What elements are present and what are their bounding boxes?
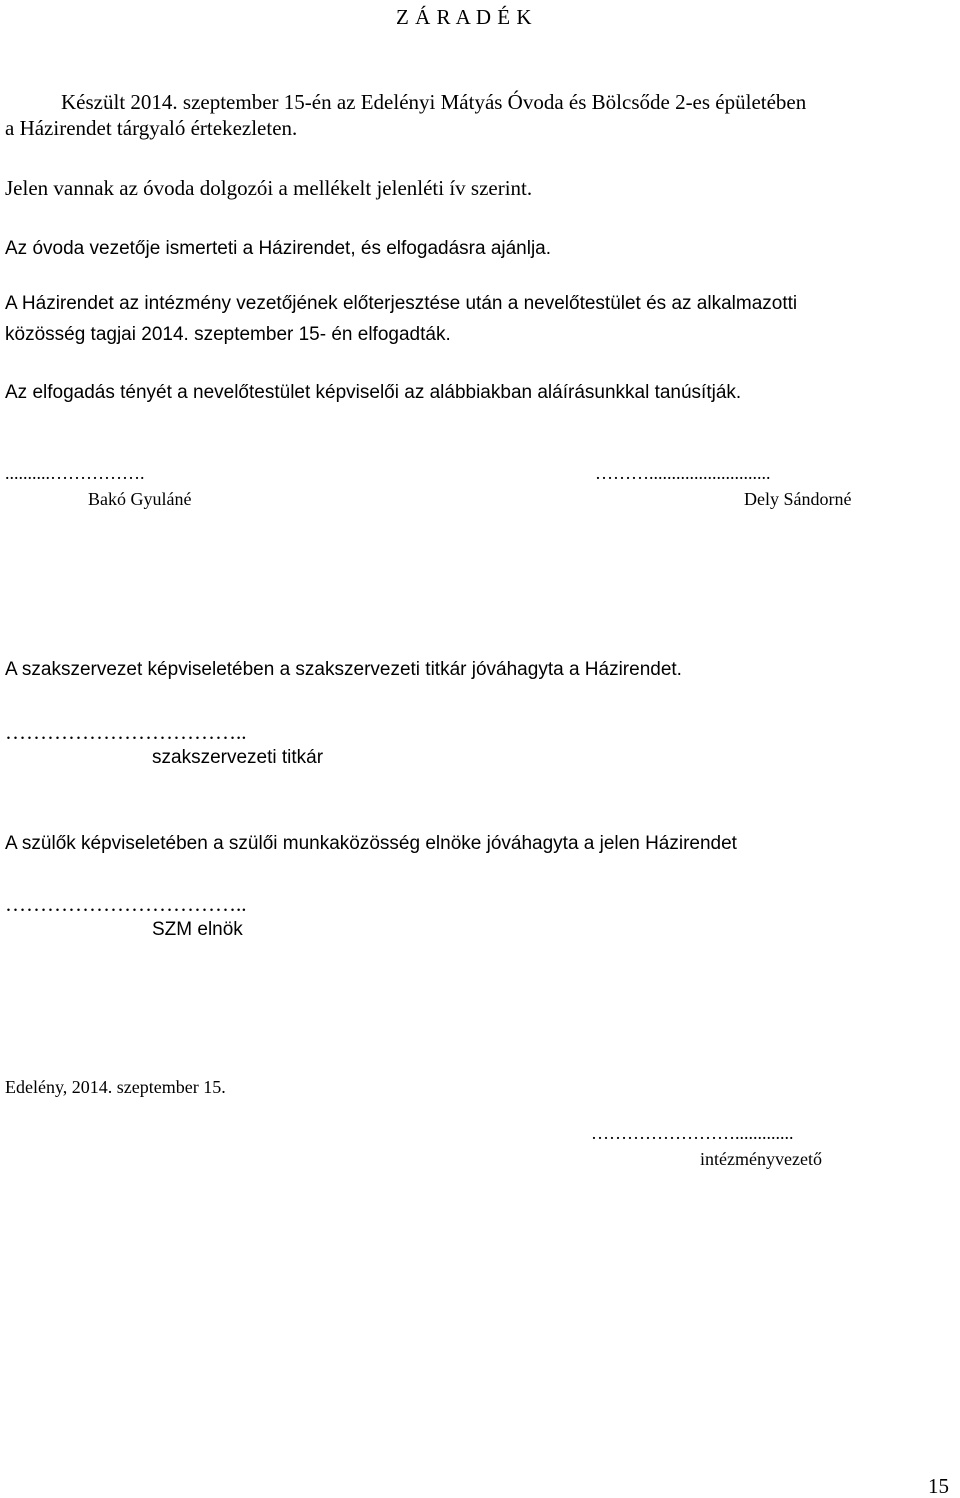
signature-dots-left: ..........……………. bbox=[5, 463, 145, 483]
accept-line-1: A Házirendet az intézmény vezetőjének előterjesztése után a nevelőtestület és az alkalmazotti bbox=[5, 293, 798, 314]
parents-role-label: SZM elnök bbox=[152, 919, 243, 940]
leader-line: Az óvoda vezetője ismerteti a Házirendet, és elfogadásra ajánlja. bbox=[5, 238, 552, 259]
page-title: Z Á R A D É K bbox=[396, 5, 533, 29]
present-line: Jelen vannak az óvoda dolgozói a mellékelt jelenléti ív szerint. bbox=[5, 176, 533, 200]
head-role-label: intézményvezető bbox=[700, 1149, 822, 1169]
parents-signature-dots: …………………………….. bbox=[5, 892, 247, 916]
intro-line-1: Készült 2014. szeptember 15-én az Edelényi Mátyás Óvoda és Bölcsőde 2-es épületében bbox=[61, 90, 807, 114]
page-number: 15 bbox=[928, 1474, 949, 1498]
certify-line: Az elfogadás tényét a nevelőtestület képviselői az alábbiakban aláírásunkkal tanúsítják. bbox=[5, 382, 742, 403]
signature-name-right: Dely Sándorné bbox=[744, 489, 852, 509]
signature-name-left: Bakó Gyuláné bbox=[88, 489, 192, 509]
union-signature-dots: …………………………….. bbox=[5, 720, 247, 744]
intro-line-2: a Házirendet tárgyaló értekezleten. bbox=[5, 116, 298, 140]
union-approval-line: A szakszervezet képviseletében a szakszervezeti titkár jóváhagyta a Házirendet. bbox=[5, 659, 682, 680]
head-signature-dots: ……………………............. bbox=[591, 1123, 794, 1143]
accept-line-2: közösség tagjai 2014. szeptember 15- én elfogadták. bbox=[5, 324, 451, 345]
place-date-line: Edelény, 2014. szeptember 15. bbox=[5, 1077, 226, 1097]
signature-dots-right: ………........................... bbox=[595, 463, 771, 483]
parents-approval-line: A szülők képviseletében a szülői munkaközösség elnöke jóváhagyta a jelen Házirendet bbox=[5, 833, 737, 854]
union-role-label: szakszervezeti titkár bbox=[152, 747, 324, 768]
